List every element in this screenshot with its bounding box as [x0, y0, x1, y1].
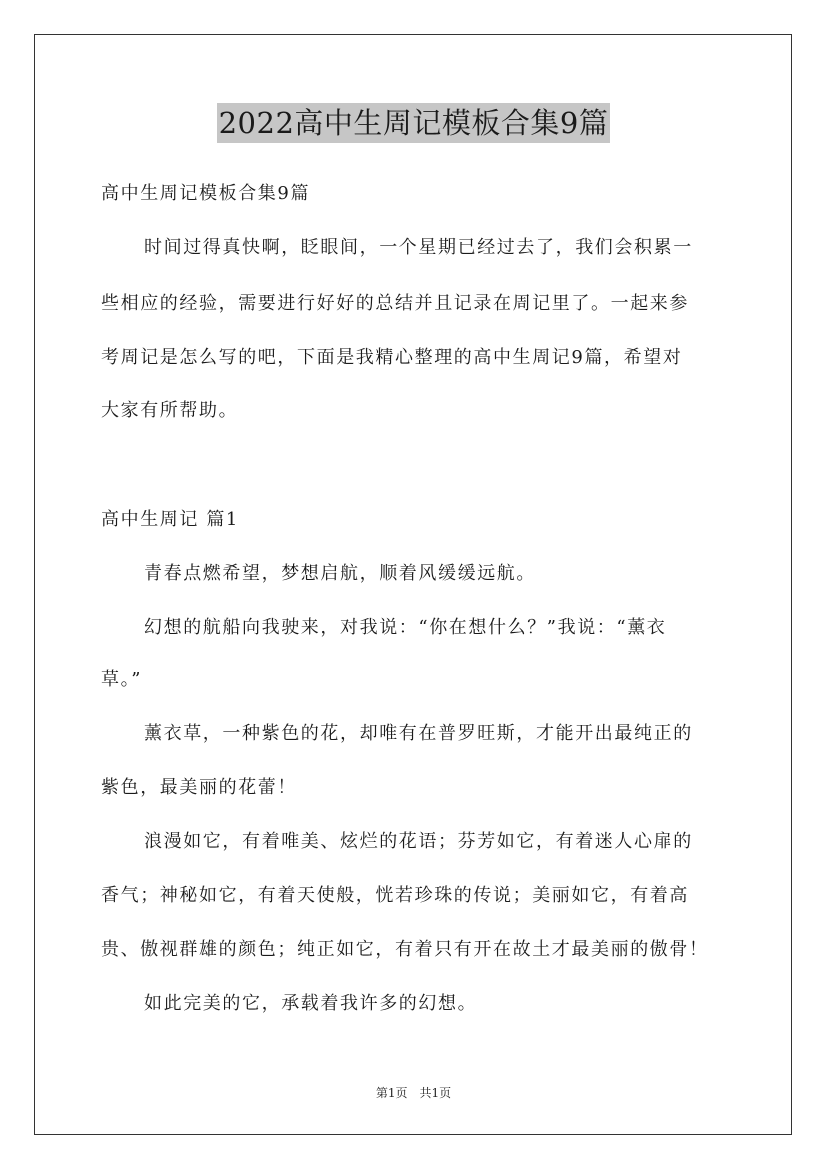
body-line-1: 青春点燃希望，梦想启航，顺着风缓缓远航。: [144, 563, 536, 584]
body-line-5: 紫色，最美丽的花蕾！: [101, 777, 297, 798]
body-line-8: 贵、傲视群雄的颜色；纯正如它，有着只有开在故土才最美丽的傲骨！: [101, 939, 709, 960]
intro-line-2: 些相应的经验，需要进行好好的总结并且记录在周记里了。一起来参: [101, 293, 689, 314]
intro-line-4: 大家有所帮助。: [101, 400, 239, 421]
title-container: [0, 103, 827, 143]
intro-line-3: 考周记是怎么写的吧，下面是我精心整理的高中生周记9篇，希望对: [101, 347, 683, 368]
body-line-2: 幻想的航船向我驶来，对我说：“你在想什么？”我说：“薰衣: [144, 617, 667, 638]
document-subtitle: 高中生周记模板合集9篇: [101, 183, 311, 204]
body-line-9: 如此完美的它，承载着我许多的幻想。: [144, 993, 478, 1014]
body-line-3: 草。”: [101, 669, 143, 690]
intro-line-1: 时间过得真快啊，眨眼间，一个星期已经过去了，我们会积累一: [144, 237, 693, 258]
body-line-6: 浪漫如它，有着唯美、炫烂的花语；芬芳如它，有着迷人心扉的: [144, 831, 693, 852]
body-line-7: 香气；神秘如它，有着天使般，恍若珍珠的传说；美丽如它，有着高: [101, 885, 689, 906]
section-heading: 高中生周记 篇1: [101, 509, 239, 530]
body-line-4: 薰衣草，一种紫色的花，却唯有在普罗旺斯，才能开出最纯正的: [144, 723, 693, 744]
page-footer: 第1页 共1页: [375, 1086, 452, 1100]
document-title: 2022高中生周记模板合集9篇: [217, 103, 611, 143]
